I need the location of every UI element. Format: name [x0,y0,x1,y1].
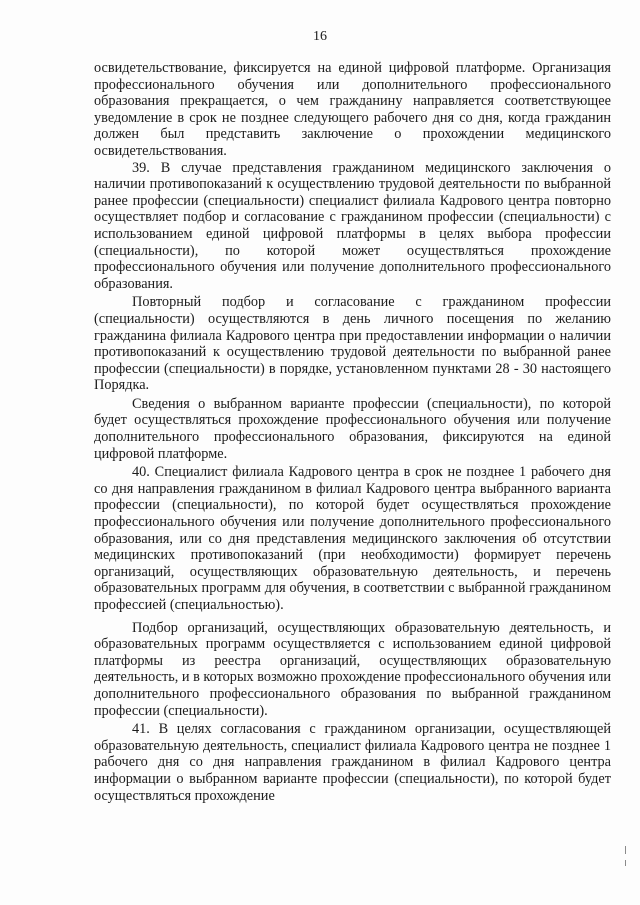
paragraph-repeat-selection: Повторный подбор и согласование с гражданином профессии (специальности) осуществляются в день личного посещения по желанию гражданина филиала Кадрового центра при предоставлении информации о наличии противопоказаний к осуществлению трудовой деятельности по выбранной ранее профессии (специальности) в порядке, установленном пунктами 28 - 30 настоящего Порядка. [94,294,611,394]
page-number: 16 [313,29,327,44]
document-body [94,60,611,804]
scan-artifact-mark [625,846,626,854]
paragraph-organization-selection: Подбор организаций, осуществляющих образовательную деятельность, и образовательных программ осуществляется с использованием единой цифровой платформы из реестра организаций, осуществляющих образовательную деятельность, и в которых возможно прохождение профессионального обучения или дополнительного профессионального образования по выбранной гражданином профессии (специальности). [94,619,611,719]
paragraph-item-40: 40. Специалист филиала Кадрового центра в срок не позднее 1 рабочего дня со дня направления гражданином в филиал Кадрового центра выбранного варианта профессии (специальности), по которой будет осуществляться прохождение профессионального обучения или получение дополнительного профессионального образования, или со дня представления медицинского заключения об отсутствии медицинских противопоказаний (при необходимости) формирует перечень организаций, осуществляющих образовательную деятельность, и перечень образовательных программ для обучения, в соответствии с выбранной гражданином профессией (специальностью). [94,464,611,613]
paragraph-continuation: освидетельствование, фиксируется на единой цифровой платформе. Организация профессионального обучения или дополнительного профессионального образования прекращается, о чем гражданину направляется соответствующее уведомление в срок не позднее следующего рабочего дня со дня, когда гражданин должен был представить заключение о прохождении медицинского освидетельствования. [94,60,611,159]
paragraph-item-39: 39. В случае представления гражданином медицинского заключения о наличии противопоказаний к осуществлению трудовой деятельности по выбранной ранее профессии (специальности) специалист филиала Кадрового центра повторно осуществляет подбор и согласование с гражданином профессии (специальности) с использованием единой цифровой платформы в целях выбора профессии (специальности), по которой может осуществляться прохождение профессионального обучения или получение дополнительного профессионального образования. [94,159,611,292]
scan-artifact-mark [625,860,626,866]
paragraph-item-41: 41. В целях согласования с гражданином организации, осуществляющей образовательную деятельность, специалист филиала Кадрового центра не позднее 1 рабочего дня со дня направления гражданином в филиал Кадрового центра информации о выбранном варианте профессии (специальности), по которой будет осуществляться прохождение [94,721,611,804]
paragraph-selection-recorded: Сведения о выбранном варианте профессии (специальности), по которой будет осуществляться прохождение профессионального обучения или получение дополнительного профессионального образования, фиксируются на единой цифровой платформе. [94,395,611,462]
